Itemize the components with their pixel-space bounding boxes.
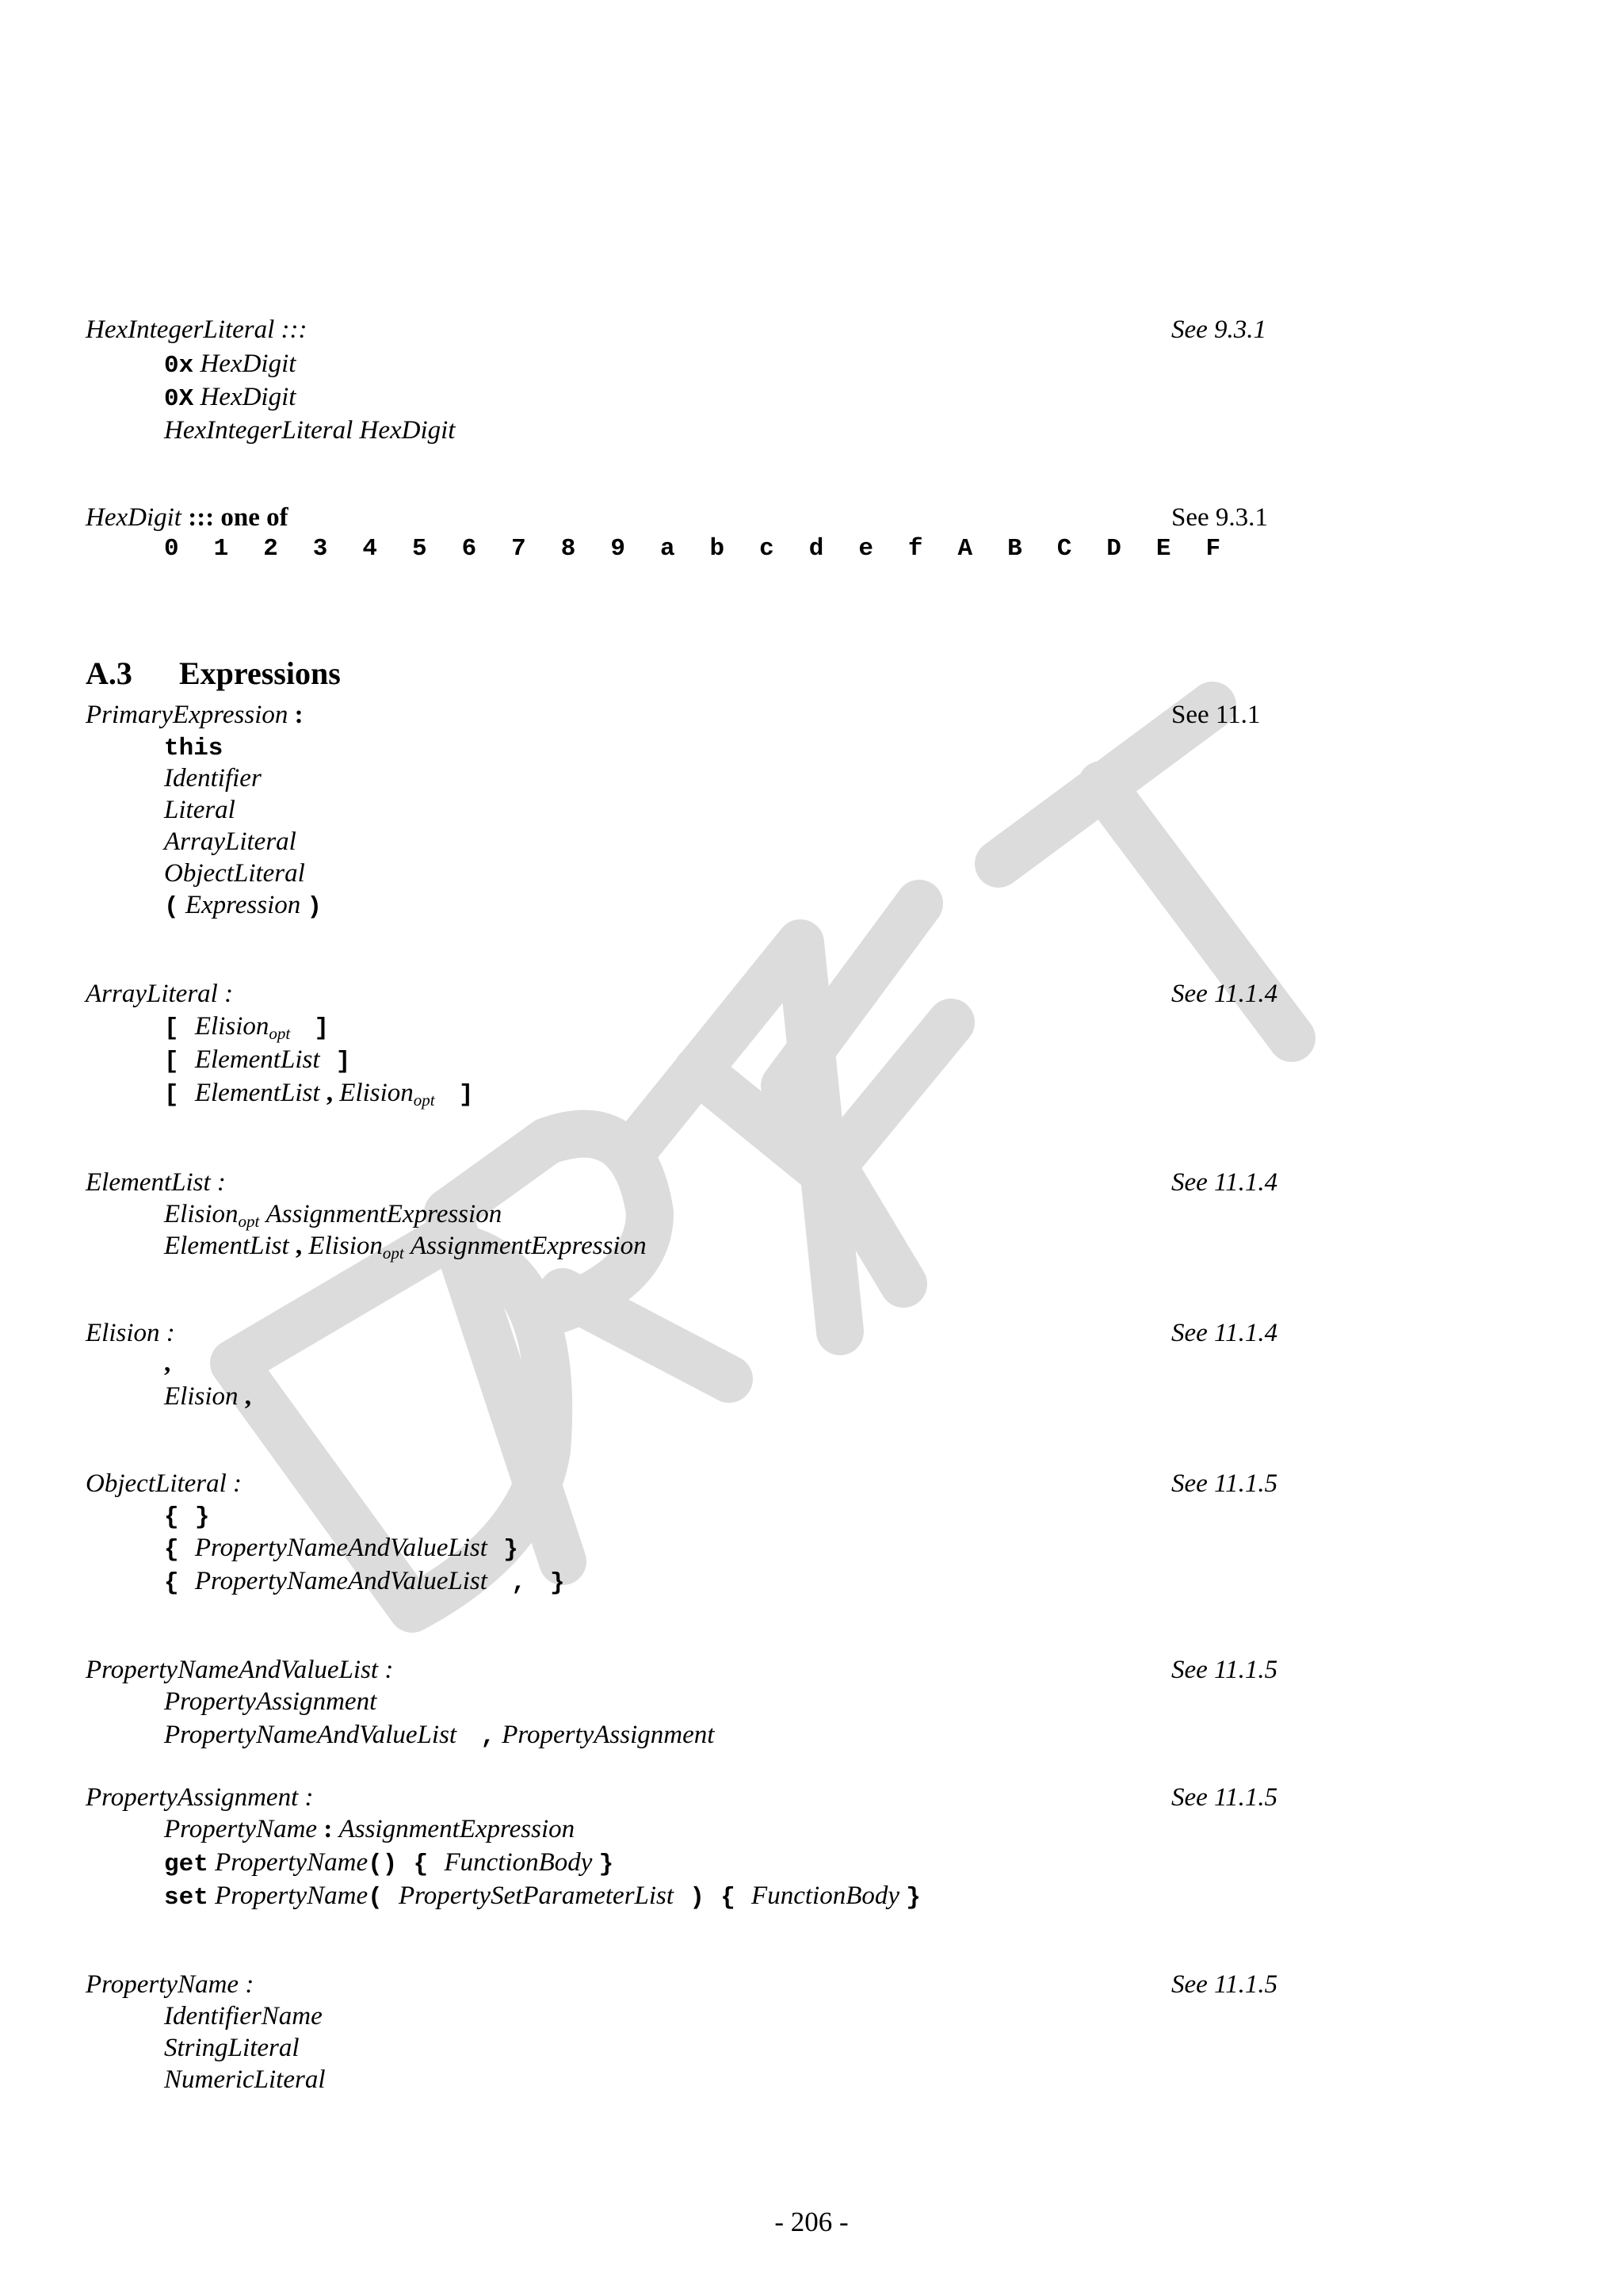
nonterminal: AssignmentExpression (411, 1232, 647, 1260)
keyword-get: get (164, 1851, 208, 1878)
rule-alternative (164, 1532, 518, 1566)
nonterminal: PropertyNameAndValueList (194, 1567, 487, 1595)
production-name: Elision : (86, 1319, 175, 1347)
nonterminal: PropertyNameAndValueList (164, 1721, 457, 1749)
terminal-token: { (164, 1569, 179, 1597)
nonterminal: ArrayLiteral (164, 827, 296, 856)
terminal-token: ( (368, 1884, 383, 1912)
terminal-token: ) (689, 1884, 705, 1912)
nonterminal: HexIntegerLiteral HexDigit (164, 416, 456, 445)
hex-digit: 1 (213, 535, 229, 563)
nonterminal: ElementList (194, 1079, 320, 1107)
section-reference: See 11.1.5 (1171, 1783, 1278, 1812)
section-title: Expressions (179, 655, 341, 691)
hex-digit: 0 (164, 535, 179, 563)
terminal-token: { (164, 1503, 179, 1531)
section-reference: See 9.3.1 (1171, 315, 1267, 344)
section-heading (86, 655, 341, 693)
opt-subscript: opt (413, 1091, 435, 1110)
production-name: PropertyName : (86, 1970, 254, 1999)
production-hexintegerliteral (86, 314, 307, 346)
hex-digit: 8 (560, 535, 576, 563)
hex-digit: 7 (511, 535, 526, 563)
production-propertyassignment (86, 1782, 313, 1813)
section-reference: See 11.1 (1171, 701, 1261, 729)
production-name: ObjectLiteral : (86, 1469, 242, 1498)
hex-digit-list (164, 533, 1255, 565)
terminal-token: [ (164, 1014, 179, 1042)
nonterminal: Elision (339, 1079, 414, 1107)
production-name: HexDigit (86, 503, 181, 532)
nonterminal: Elision (164, 1200, 239, 1228)
rule-alternative (164, 1499, 209, 1534)
rule-alternative (164, 1381, 251, 1412)
rule-alternative (164, 794, 235, 826)
terminal-token: } (550, 1569, 565, 1597)
rule-alternative (164, 2000, 323, 2032)
hex-digit: C (1056, 535, 1072, 563)
production-objectliteral (86, 1468, 242, 1499)
nonterminal: Expression (185, 891, 301, 919)
comma-token: , (244, 1382, 252, 1411)
nonterminal: HexDigit (200, 383, 296, 411)
nonterminal: PropertyName (215, 1881, 369, 1910)
production-elementlist (86, 1167, 226, 1198)
rule-alternative (164, 1198, 502, 1230)
hex-digit: 9 (610, 535, 625, 563)
opt-subscript: opt (269, 1024, 291, 1043)
section-reference: See 11.1.4 (1171, 980, 1278, 1008)
nonterminal: AssignmentExpression (338, 1815, 575, 1843)
production-name: ElementList : (86, 1168, 226, 1197)
nonterminal: PropertySetParameterList (399, 1881, 674, 1910)
rule-alternative (164, 858, 305, 889)
rule-alternative (164, 1347, 170, 1379)
rule-alternative (164, 2064, 326, 2095)
nonterminal: FunctionBody (751, 1881, 899, 1910)
one-of-marker: ::: one of (188, 503, 288, 532)
rule-alternative (164, 348, 296, 382)
nonterminal: PropertyAssignment (502, 1721, 715, 1749)
rule-alternative (164, 1230, 647, 1262)
terminal-token: } (194, 1503, 210, 1531)
terminal-token: ] (314, 1014, 330, 1042)
nonterminal: ElementList (194, 1045, 320, 1074)
hex-digit: 3 (312, 535, 328, 563)
terminal-token: [ (164, 1048, 179, 1075)
section-reference: See 11.1.5 (1171, 1469, 1278, 1498)
nonterminal: NumericLiteral (164, 2065, 326, 2094)
hex-digit: B (1007, 535, 1022, 563)
section-reference: See 11.1.4 (1171, 1319, 1278, 1347)
rule-alternative (164, 1077, 473, 1111)
rule-alternative (164, 1565, 565, 1599)
terminal-token: } (503, 1536, 518, 1564)
rule-alternative (164, 826, 296, 858)
terminal-token: { (164, 1536, 179, 1564)
nonterminal: PropertyName (164, 1815, 318, 1843)
rule-alternative (164, 381, 296, 415)
nonterminal: IdentifierName (164, 2002, 323, 2030)
section-reference: See 11.1.5 (1171, 1656, 1278, 1684)
keyword-this: this (164, 735, 223, 762)
opt-subscript: opt (238, 1212, 260, 1231)
production-name: PrimaryExpression (86, 701, 288, 729)
production-name: PropertyNameAndValueList : (86, 1656, 394, 1684)
nonterminal: Elision (164, 1382, 239, 1411)
rule-alternative (164, 2032, 300, 2064)
hex-digit: A (957, 535, 973, 563)
section-reference: See 9.3.1 (1171, 503, 1268, 532)
terminal-token: ] (458, 1081, 474, 1109)
terminal-token: } (598, 1851, 614, 1878)
keyword-set: set (164, 1884, 208, 1912)
nonterminal: Elision (194, 1012, 269, 1041)
production-primaryexpression (86, 699, 304, 731)
hex-digit: c (759, 535, 774, 563)
hex-digit: a (659, 535, 675, 563)
colon: : (294, 701, 304, 729)
rule-alternative (164, 1719, 714, 1753)
comma-token: , (164, 1349, 171, 1377)
section-reference: See 11.1.5 (1171, 1970, 1278, 1999)
nonterminal: Elision (308, 1232, 383, 1260)
production-propertynameandvaluelist (86, 1654, 393, 1686)
terminal-token: { (413, 1851, 429, 1878)
hex-digit: 5 (411, 535, 427, 563)
hex-digit: E (1155, 535, 1171, 563)
nonterminal: AssignmentExpression (265, 1200, 502, 1228)
nonterminal: PropertyName (215, 1848, 369, 1877)
hex-digit: D (1106, 535, 1121, 563)
opt-subscript: opt (382, 1244, 404, 1263)
rule-alternative (164, 1010, 329, 1045)
nonterminal: HexDigit (200, 350, 296, 378)
terminal-token: [ (164, 1081, 179, 1109)
terminal-token: ( (164, 893, 179, 921)
comma-token: , (326, 1079, 334, 1107)
hex-digit: F (1205, 535, 1221, 563)
nonterminal: PropertyNameAndValueList (194, 1534, 487, 1562)
hex-digit: b (709, 535, 725, 563)
rule-alternative (164, 889, 322, 923)
section-number: A.3 (86, 655, 132, 691)
terminal-token: 0x (164, 352, 194, 380)
production-arrayliteral (86, 978, 233, 1010)
nonterminal: Literal (164, 796, 235, 824)
section-reference: See 11.1.4 (1171, 1168, 1278, 1197)
nonterminal: FunctionBody (444, 1848, 593, 1877)
production-name: HexIntegerLiteral ::: (86, 315, 307, 344)
terminal-token: () (368, 1851, 398, 1878)
production-hexdigit (86, 502, 288, 533)
rule-alternative (164, 415, 455, 446)
terminal-token: } (906, 1884, 921, 1912)
nonterminal: Identifier (164, 764, 262, 793)
hex-digit: f (907, 535, 923, 563)
rule-alternative (164, 1880, 921, 1914)
comma-token: , (295, 1232, 303, 1260)
terminal-token: , (511, 1569, 526, 1597)
rule-alternative (164, 1686, 376, 1717)
hex-digit: 4 (362, 535, 377, 563)
production-propertyname (86, 1969, 254, 2000)
page-number: - 206 - (774, 2206, 849, 2237)
hex-digit: 6 (461, 535, 477, 563)
nonterminal: PropertyAssignment (164, 1687, 377, 1716)
rule-alternative (164, 1847, 613, 1881)
terminal-token: ) (307, 893, 323, 921)
rule-alternative (164, 731, 223, 765)
colon-token: : (323, 1815, 333, 1843)
terminal-token: { (720, 1884, 735, 1912)
production-name: PropertyAssignment : (86, 1783, 314, 1812)
terminal-token: 0X (164, 385, 194, 413)
terminal-token: ] (335, 1048, 351, 1075)
hex-digit: e (858, 535, 873, 563)
rule-alternative (164, 1044, 350, 1078)
nonterminal: ObjectLiteral (164, 859, 305, 888)
rule-alternative (164, 1813, 575, 1845)
production-name: ArrayLiteral : (86, 980, 234, 1008)
terminal-token: , (480, 1723, 495, 1751)
production-elision (86, 1317, 175, 1349)
hex-digit: d (808, 535, 824, 563)
hex-digit: 2 (263, 535, 278, 563)
nonterminal: ElementList (164, 1232, 289, 1260)
nonterminal: StringLiteral (164, 2034, 300, 2062)
rule-alternative (164, 762, 262, 794)
